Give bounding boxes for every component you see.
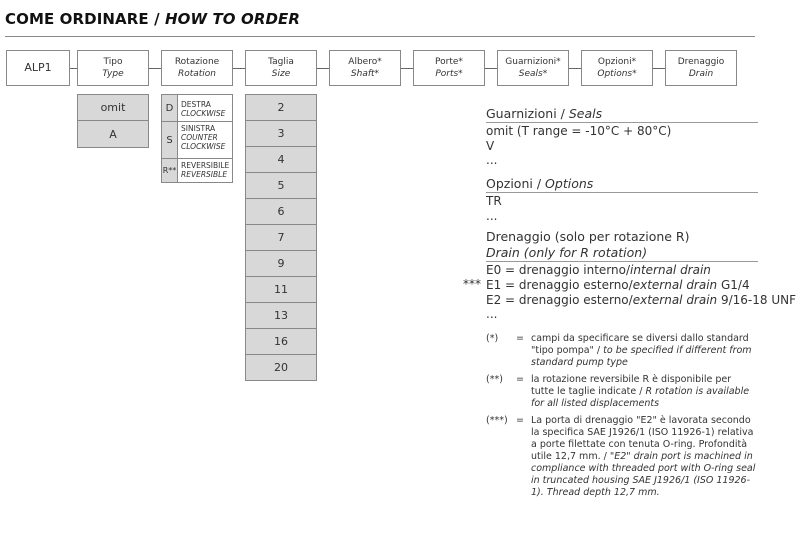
- rotation-code: S: [162, 122, 178, 158]
- drain-item-more: ...: [486, 307, 498, 321]
- rotation-text-en: CLOCKWISE: [181, 109, 226, 118]
- size-option: [245, 224, 317, 251]
- connector: [149, 68, 161, 69]
- size-option: [245, 250, 317, 277]
- code-box-label: Drenaggio: [677, 57, 725, 67]
- drain-heading-it: Drenaggio (solo per rotazione R): [486, 229, 690, 244]
- footnote-eq: =: [516, 333, 524, 344]
- size-value: 20: [274, 361, 288, 374]
- code-box-albero: [329, 50, 401, 86]
- code-box-drenaggio: [665, 50, 737, 86]
- footnote-mark: (**): [486, 374, 503, 385]
- footnote-text-it: la rotazione reversibile R è disponibile per tutte le taglie indicate /: [531, 374, 732, 397]
- size-value: 3: [277, 127, 285, 140]
- code-box-porte: [413, 50, 485, 86]
- size-value: 11: [274, 283, 288, 296]
- rotation-text-it: DESTRA: [181, 100, 211, 109]
- footnote-2-text: [531, 374, 757, 410]
- tipo-option-label: omit: [100, 101, 126, 114]
- footnote-text-en: to be specified if different from standard pump type: [531, 345, 752, 368]
- rotation-options: [161, 94, 233, 183]
- drain-code: E0 = drenaggio interno/: [486, 263, 630, 277]
- rotation-code: D: [162, 95, 178, 121]
- size-value: 2: [277, 101, 285, 114]
- size-option: [245, 354, 317, 381]
- code-box-label: Taglia: [268, 57, 294, 67]
- size-value: 7: [277, 231, 285, 244]
- tipo-option-label: A: [109, 127, 117, 141]
- drain-tail: G1/4: [717, 278, 750, 292]
- size-option: [245, 172, 317, 199]
- code-box-label-en: Seals*: [518, 69, 548, 79]
- seals-item: omit (T range = -10°C + 80°C): [486, 124, 672, 138]
- rotation-option-s: [162, 122, 232, 159]
- footnote-eq: =: [516, 374, 524, 385]
- tipo-option-a: [77, 120, 149, 148]
- title-rule: [5, 36, 755, 37]
- drain-heading-en: Drain (only for R rotation): [486, 245, 648, 260]
- rotation-text-it: SINISTRA: [181, 124, 216, 133]
- options-rule: [486, 192, 758, 193]
- connector: [233, 68, 245, 69]
- drain-item-e2: [486, 293, 796, 307]
- page-title: [5, 10, 300, 28]
- size-value: 16: [274, 335, 288, 348]
- rotation-text: [181, 124, 225, 151]
- drain-code: E1 = drenaggio esterno/: [486, 278, 633, 292]
- footnote-text-en: "E2" drain port is machined in compliance with threaded port with O-ring seal in truncated housing SAE J1926/1 (ISO 11926-1). Thread depth 12,7 mm.: [531, 451, 756, 498]
- size-value: 9: [277, 257, 285, 270]
- connector: [317, 68, 329, 69]
- size-option: [245, 276, 317, 303]
- tipo-option-omit: [77, 94, 149, 121]
- seals-heading-it: Guarnizioni: [486, 106, 557, 121]
- size-value: 6: [277, 205, 285, 218]
- options-item: TR: [486, 194, 502, 208]
- options-item: ...: [486, 209, 498, 223]
- drain-tail: 9/16-18 UNF: [717, 293, 796, 307]
- drain-en: internal drain: [630, 263, 711, 277]
- size-value: 4: [277, 153, 285, 166]
- code-box-label-en: Size: [271, 69, 291, 79]
- drain-en: external drain: [632, 278, 718, 292]
- options-heading-en: Options: [545, 176, 594, 191]
- footnote-3-text: [531, 415, 757, 499]
- code-box-taglia: [245, 50, 317, 86]
- rotation-option-d: [162, 95, 232, 122]
- options-heading: [486, 176, 593, 191]
- code-box-label: Opzioni*: [597, 57, 637, 67]
- rotation-text-en: REVERSIBLE: [181, 170, 228, 179]
- code-box-label-en: Options*: [597, 69, 637, 79]
- rotation-text-it: REVERSIBILE: [181, 161, 230, 170]
- size-option: [245, 94, 317, 121]
- drain-code: E2 = drenaggio esterno/: [486, 293, 633, 307]
- footnote-text-en: R rotation is available for all listed displacements: [531, 386, 750, 409]
- title-italian: COME ORDINARE: [5, 10, 149, 28]
- code-box-label: Tipo: [103, 57, 123, 67]
- seals-heading-en: Seals: [568, 106, 603, 121]
- seals-rule: [486, 122, 758, 123]
- rotation-text: [181, 161, 229, 179]
- options-heading-sep: /: [536, 176, 542, 191]
- title-english: HOW TO ORDER: [165, 10, 301, 28]
- rotation-option-r: [162, 159, 232, 182]
- footnote-mark: (*): [486, 333, 499, 344]
- code-box-label-en: Type: [102, 69, 124, 79]
- seals-item: ...: [486, 153, 498, 167]
- title-separator: /: [154, 10, 160, 28]
- seals-item: V: [486, 139, 495, 153]
- seals-heading: [486, 106, 602, 121]
- connector: [569, 68, 581, 69]
- rotation-text-en: COUNTER: [181, 133, 218, 142]
- footnote-eq: =: [516, 415, 524, 426]
- code-box-label: Guarnizioni*: [505, 57, 561, 67]
- size-option: [245, 328, 317, 355]
- code-box-guarnizioni: [497, 50, 569, 86]
- seals-heading-sep: /: [560, 106, 565, 121]
- options-heading-it: Opzioni: [486, 176, 533, 191]
- code-box-opzioni: [581, 50, 653, 86]
- code-box-tipo: [77, 50, 149, 86]
- rotation-text-en-2: CLOCKWISE: [181, 142, 226, 151]
- size-option: [245, 120, 317, 147]
- code-box-alp1: [6, 50, 70, 86]
- footnote-1-text: [531, 333, 757, 369]
- code-box-label: Porte*: [435, 57, 463, 67]
- code-box-label: ALP1: [24, 61, 52, 74]
- code-box-rotazione: [161, 50, 233, 86]
- code-box-label: Albero*: [348, 57, 382, 67]
- size-option: [245, 198, 317, 225]
- connector: [70, 68, 77, 69]
- rotation-code: R**: [162, 159, 178, 182]
- connector: [401, 68, 413, 69]
- drain-heading-en-wrap: [486, 245, 647, 260]
- size-option: [245, 302, 317, 329]
- connector: [653, 68, 665, 69]
- connector: [485, 68, 497, 69]
- drain-item-e0: [486, 263, 711, 277]
- code-box-label-en: Shaft*: [350, 69, 380, 79]
- size-value: 5: [277, 179, 285, 192]
- drain-en: external drain: [632, 293, 718, 307]
- footnote-text-it: campi da specificare se diversi dallo standard "tipo pompa" /: [531, 333, 749, 356]
- size-value: 13: [274, 309, 288, 322]
- rotation-text: [181, 100, 225, 118]
- drain-e1-footnote-mark: ***: [463, 277, 481, 291]
- code-box-label-en: Rotation: [177, 69, 217, 79]
- footnote-text-it: La porta di drenaggio "E2" è lavorata secondo la specifica SAE J1926/1 (ISO 11926-1) relativa a porte filettate con tenuta O-ring. Profondità utile 12,7 mm. /: [531, 415, 754, 462]
- drain-rule: [486, 261, 758, 262]
- code-box-label: Rotazione: [174, 57, 220, 67]
- drain-item-e1: [486, 278, 750, 292]
- size-option: [245, 146, 317, 173]
- code-box-label-en: Ports*: [435, 69, 463, 79]
- code-box-label-en: Drain: [688, 69, 714, 79]
- footnote-mark: (***): [486, 415, 508, 426]
